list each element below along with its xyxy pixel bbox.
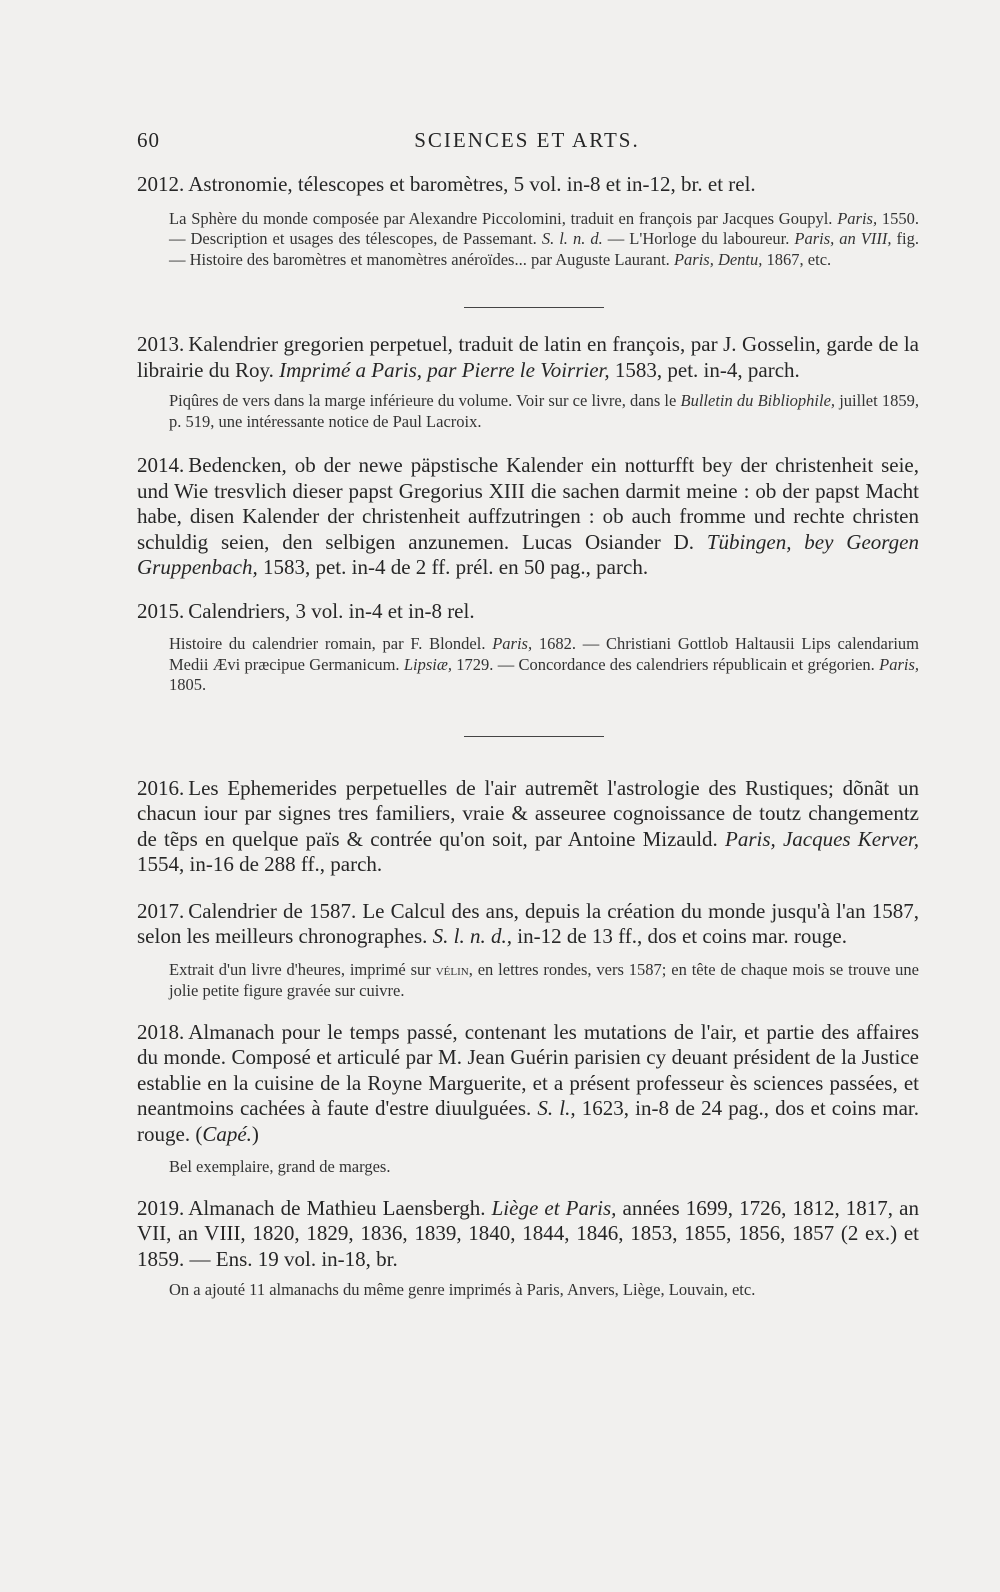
text-run: Calendriers, 3 vol. in-4 et in-8 rel. — [188, 598, 475, 623]
text-run: S. l. n. d. — [541, 229, 603, 248]
text-run: , en lettres rondes, vers 1587; en tête de chaque mois se trouve une jolie petite figure gravée sur cuivre. — [169, 959, 919, 1000]
entry-description — [137, 332, 919, 383]
text-run: Bulletin du Bibliophile, — [680, 391, 836, 410]
text-run: S. l., — [537, 1096, 576, 1120]
text-run: Lipsiæ, — [403, 654, 452, 674]
text-run: La Sphère du monde composée par Alexandre Piccolomini, traduit en françois par Jacques Goupyl. — [169, 208, 838, 228]
text-run: Bedencken, ob der newe päpstische Kalender ein notturfft bey der christenheit seie, und Wie tresvlich dieser papst Gregorius XIII die sachen darmit meine : ob der papst Macht habe, disen Kalender der christenheit auffzutringen : ob auch fromme und rechte christen schuldig seien, den selbigen anzunemen. Lucas Osiander D. — [137, 453, 919, 554]
text-run: Imprimé a Paris, par Pierre le Voirrier, — [279, 357, 610, 382]
text-run: 1682. — Christiani Gottlob Haltausii Lips calendarium Medii Ævi præcipue Germanicum. — [169, 634, 919, 674]
text-run: Tübingen, bey Georgen Gruppenbach, — [137, 529, 919, 579]
lot-number: 2018. — [137, 1019, 185, 1044]
text-run: On a ajouté 11 almanachs du même genre imprimés à Paris, Anvers, Liège, Louvain, etc. — [169, 1280, 756, 1299]
section-rule — [464, 307, 604, 308]
text-run: Bel exemplaire, grand de marges. — [169, 1157, 391, 1176]
text-run: in-12 de 13 ff., dos et coins mar. rouge. — [512, 924, 847, 948]
text-run: 1805. — [169, 675, 207, 694]
entry-2014 — [137, 453, 919, 581]
text-run: 1729. — Concordance des calendriers républicain et grégorien. — [451, 654, 880, 674]
text-run: Almanach de Mathieu Laensbergh. — [188, 1195, 492, 1220]
text-run: Astronomie, télescopes et baromètres, 5 vol. in-8 et in-12, br. et rel. — [188, 172, 756, 196]
entry-description — [137, 453, 919, 581]
text-run: fig. — Histoire des baromètres et manomètres anéroïdes... par Auguste Laurant. — [169, 229, 919, 269]
text-run: Histoire du calendrier romain, par F. Blondel. — [169, 634, 493, 653]
page-number: 60 — [137, 128, 160, 152]
lot-number: 2016. — [137, 775, 185, 800]
entry-description — [137, 899, 919, 950]
text-run: années 1699, 1726, 1812, 1817, an VII, an VIII, 1820, 1829, 1836, 1839, 1840, 1844, 1846, 1853, 1855, 1856, 1857 (2 ex.) et 1859. — Ens. 19 vol. in-18, br. — [137, 1195, 919, 1271]
text-run: Paris, Dentu, — [673, 249, 763, 269]
entry-note — [169, 1157, 919, 1178]
text-run: 1554, in-16 de 288 ff., parch. — [137, 852, 383, 876]
text-run: 1867, etc. — [762, 249, 832, 269]
entry-2017 — [137, 899, 919, 1002]
lot-number: 2014. — [137, 453, 185, 477]
text-run: Paris, Jacques Kerver, — [725, 826, 919, 851]
entry-description — [137, 1196, 919, 1273]
section-rule — [464, 736, 604, 737]
text-run: S. l. n. d., — [432, 924, 513, 948]
text-run: Paris, — [837, 208, 878, 228]
text-run: Les Ephemerides perpetuelles de l'air autremẽt l'astrologie des Rustiques; dõnãt un chacun iour par signes tres familiers, vraie & asseuree cognoissance de toutz changementz de tẽps en quelque païs & contrée qu'on soit, par Antoine Mizauld. — [137, 775, 919, 851]
text-run: juillet 1859, p. 519, une intéressante notice de Paul Lacroix. — [169, 391, 919, 431]
entry-2016 — [137, 776, 919, 878]
lot-number: 2017. — [137, 898, 185, 923]
text-run: 1623, in-8 de 24 pag., dos et coins mar. rouge. ( — [137, 1096, 919, 1146]
text-run: Calendrier de 1587. Le Calcul des ans, depuis la création du monde jusqu'à l'an 1587, selon les meilleurs chronographes. — [137, 898, 919, 948]
entry-2015 — [137, 599, 919, 696]
lot-number: 2015. — [137, 598, 185, 623]
text-run: Kalendrier gregorien perpetuel, traduit de latin en françois, par J. Gosselin, garde de la librairie du Roy. — [137, 332, 919, 382]
entry-description — [137, 1020, 919, 1148]
entry-2018 — [137, 1020, 919, 1178]
entry-description — [137, 172, 919, 198]
text-run: Piqûres de vers dans la marge inférieure du volume. Voir sur ce livre, dans le — [169, 391, 681, 410]
text-run: Liège et Paris, — [491, 1195, 617, 1220]
entry-note — [169, 634, 919, 696]
text-run: vélin — [435, 962, 469, 979]
lot-number: 2012. — [137, 172, 185, 196]
entry-note — [169, 391, 919, 432]
text-run: ) — [251, 1121, 259, 1146]
text-run: 1550. — Description et usages des télescopes, de Passemant. — [169, 208, 920, 248]
text-run: 1583, pet. in-4, parch. — [609, 357, 800, 382]
text-run: Paris, — [492, 634, 533, 653]
entry-description — [137, 599, 919, 625]
entry-2019 — [137, 1196, 919, 1301]
text-run: Extrait d'un livre d'heures, imprimé sur — [169, 959, 436, 979]
text-run: Capé. — [202, 1121, 252, 1146]
text-run: — L'Horloge du laboureur. — [602, 229, 795, 248]
text-run: Almanach pour le temps passé, contenant les mutations de l'air, et partie des affaires du monde. Composé et articulé par M. Jean Guérin parisien cy deuant président de la Justice establie en la cuisine de la Royne Marguerite, et a présent professeur ès sciences passées, et neantmoins cachées à faute d'estre diuulguées. — [137, 1019, 919, 1120]
lot-number: 2019. — [137, 1195, 185, 1220]
running-title: SCIENCES ET ARTS. — [414, 128, 640, 152]
entry-note — [169, 960, 919, 1002]
running-head — [137, 128, 917, 158]
catalogue-entries — [137, 172, 919, 1301]
text-run: Paris, an VIII, — [794, 229, 892, 248]
lot-number: 2013. — [137, 332, 185, 356]
text-run: Paris, — [879, 654, 919, 674]
entry-note — [169, 209, 919, 271]
text-run: 1583, pet. in-4 de 2 ff. prél. en 50 pag., parch. — [257, 555, 649, 579]
entry-2012 — [137, 172, 919, 270]
entry-2013 — [137, 332, 919, 432]
entry-description — [137, 776, 919, 878]
entry-note — [169, 1280, 919, 1301]
